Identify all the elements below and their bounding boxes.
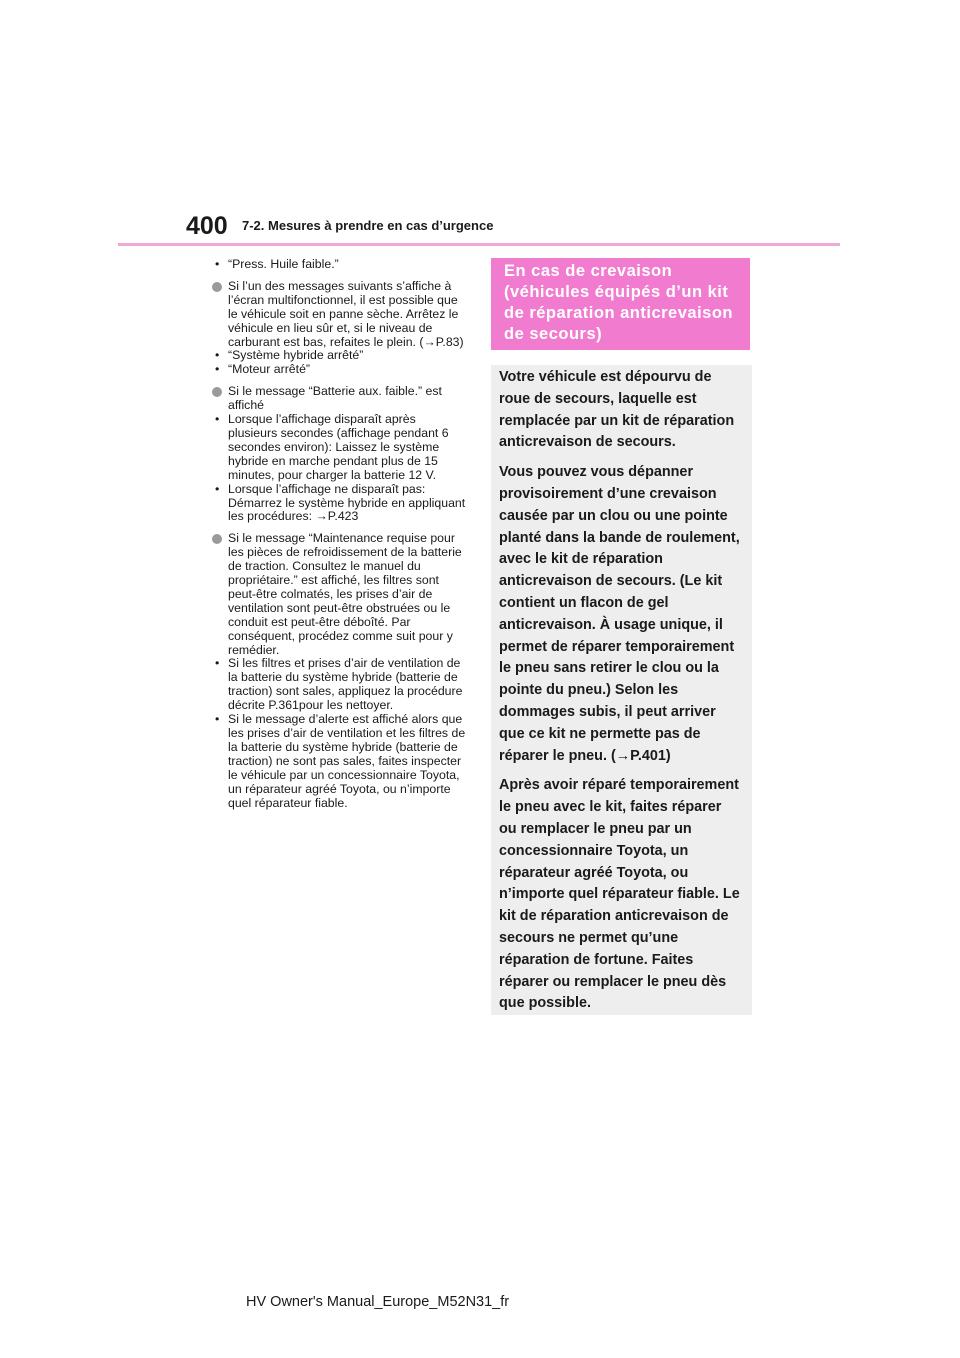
paragraph-maintenance bbox=[212, 532, 466, 657]
info-paragraph: Vous pouvez vous dépanner provisoirement d’une crevaison causée par un clou ou une pointe planté dans la bande de roulement, avec le kit de réparation anticrevaison de secours. (Le kit contient un flacon de gel anticrevaison. À usage unique, il permet de réparer temporairement le pneu sans retirer le clou ou la pointe du pneu.) Selon les dommages subis, il peut arriver que ce kit ne permette pas de réparer le pneu. (→P.401) bbox=[499, 464, 740, 764]
info-paragraph: Votre véhicule est dépourvu de roue de secours, laquelle est remplacée par un kit de réparation anticrevaison de secours. bbox=[499, 369, 735, 451]
list-item bbox=[212, 349, 466, 363]
list-item bbox=[212, 657, 466, 713]
list-item-text: Si le message d’alerte est affiché alors que les prises d’air de ventilation et les filtres de la batterie du système hybride (batterie de traction) ne sont pas sales, faites inspecter le véhicule par un concessionnaire Toyota, un réparateur agréé Toyota, ou n’importe quel réparateur fiable. bbox=[228, 712, 466, 810]
list-item bbox=[212, 483, 466, 525]
left-column bbox=[212, 258, 466, 810]
paragraph-text: Si le message “Batterie aux. faible.” est affiché bbox=[228, 384, 442, 413]
list-item bbox=[212, 413, 466, 483]
bullet-icon: • bbox=[215, 712, 220, 727]
footer-text: HV Owner's Manual_Europe_M52N31_fr bbox=[246, 1294, 510, 1310]
bullet-icon: • bbox=[215, 412, 220, 427]
info-paragraph: Après avoir réparé temporairement le pneu avec le kit, faites réparer ou remplacer le pneu par un concessionnaire Toyota, un réparateur agréé Toyota, ou n’importe quel réparateur fiable. Le kit de réparation anticrevaison de secours ne permet qu’une réparation de fortune. Faites réparer ou remplacer le pneu dès que possible. bbox=[499, 777, 740, 1012]
list-item bbox=[212, 713, 466, 810]
paragraph-text: Si le message “Maintenance requise pour les pièces de refroidissement de la batterie de traction. Consultez le manuel du propriétaire.” est affiché, les filtres sont peut-être colmatés, les prises d’air de ventilation sont peut-être obstruées ou le conduit est peut-être déboîté. Par conséquent, procédez comme suit pour y remédier. bbox=[228, 531, 462, 657]
paragraph-text: Si l’un des messages suivants s’affiche à l’écran multifonctionnel, il est possible que le véhicule soit en panne sèche. Arrêtez le véhicule en lieu sûr et, si le niveau de carburant est bas, refaites le plein. (→P.83) bbox=[228, 278, 464, 349]
circle-bullet-icon bbox=[212, 387, 222, 397]
bullet-icon: • bbox=[215, 257, 220, 271]
circle-bullet-icon bbox=[212, 282, 222, 292]
bullet-icon: • bbox=[215, 481, 220, 496]
page-number: 400 bbox=[186, 212, 228, 240]
section-heading: En cas de crevaison (véhicules équipés d’un kit de réparation anticrevaison de secours) bbox=[504, 262, 733, 343]
bullet-icon: • bbox=[215, 348, 220, 363]
info-box bbox=[491, 365, 752, 1015]
circle-bullet-icon bbox=[212, 534, 222, 544]
list-item bbox=[212, 258, 466, 272]
header-rule bbox=[118, 243, 840, 246]
paragraph-fuel bbox=[212, 280, 466, 350]
list-item-text: “Press. Huile faible.” bbox=[228, 257, 339, 271]
section-title: 7-2. Mesures à prendre en cas d’urgence bbox=[242, 218, 494, 233]
list-item-text: “Système hybride arrêté” bbox=[228, 348, 364, 363]
paragraph-battery bbox=[212, 385, 466, 413]
list-item-text: “Moteur arrêté” bbox=[228, 362, 311, 377]
section-heading-box bbox=[491, 258, 750, 350]
bullet-icon: • bbox=[215, 362, 220, 377]
list-item-text: Lorsque l’affichage ne disparaît pas: Démarrez le système hybride en appliquant les procédures: →P.423 bbox=[228, 481, 466, 524]
list-item-text: Si les filtres et prises d’air de ventilation de la batterie du système hybride (batterie de traction) sont sales, appliquez la procédure décrite P.361pour les nettoyer. bbox=[228, 656, 463, 713]
list-item-text: Lorsque l’affichage disparaît après plusieurs secondes (affichage pendant 6 secondes environ): Laissez le système hybride en marche pendant plus de 15 minutes, pour charger la batterie 12 V. bbox=[228, 412, 449, 482]
bullet-icon: • bbox=[215, 656, 220, 671]
list-item bbox=[212, 363, 466, 377]
